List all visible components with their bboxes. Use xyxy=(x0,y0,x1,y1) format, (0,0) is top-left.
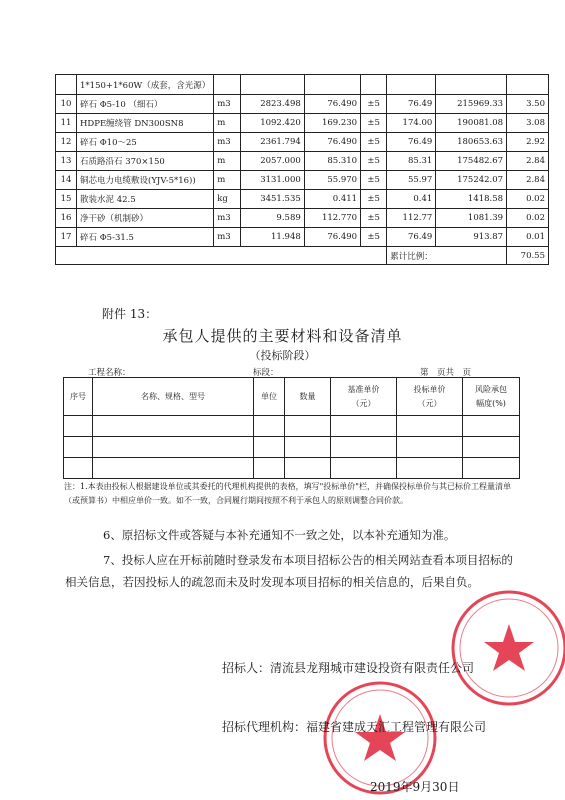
cell-unit: m3 xyxy=(214,228,241,247)
header-base-price-line1: 基准单价 xyxy=(347,384,380,394)
cell-price: 0.411 xyxy=(304,190,360,209)
equipment-row xyxy=(64,458,520,479)
cell-qty: 3451.535 xyxy=(241,190,305,209)
cell-price: 76.490 xyxy=(304,133,360,152)
cell-pct: 0.02 xyxy=(507,209,549,228)
cell-total: 913.87 xyxy=(436,228,507,247)
cell-name: 1*150+1*60W（成套，含光源） xyxy=(77,75,214,95)
cell-total: 215969.33 xyxy=(436,95,507,114)
header-no: 序号 xyxy=(64,378,93,416)
header-bid-price-line1: 投标单价 xyxy=(413,384,446,394)
cell-unit: m xyxy=(214,171,241,190)
annex-label: 附件 13： xyxy=(102,307,158,321)
cell-adj: 0.41 xyxy=(387,190,436,209)
cell-qty: 9.589 xyxy=(241,209,305,228)
cell-price: 76.490 xyxy=(304,228,360,247)
table-row xyxy=(56,228,549,247)
cell-risk: ±5 xyxy=(361,114,387,133)
header-base-price-line2: （元） xyxy=(351,398,376,408)
cell-no: 14 xyxy=(56,171,77,190)
section-label: 标段： xyxy=(253,368,279,378)
header-risk xyxy=(463,378,520,416)
tenderer-signature: 招标人：清流县龙翔城市建设投资有限责任公司 xyxy=(222,661,475,675)
equipment-header-row xyxy=(64,378,520,416)
paragraph-6: 6、原招标文件或答疑与本补充通知不一致之处，以本补充通知为准。 xyxy=(103,528,456,542)
cell-adj: 55.97 xyxy=(387,171,436,190)
cell-qty: 1092.420 xyxy=(241,114,305,133)
cell-qty: 2361.794 xyxy=(241,133,305,152)
cell-adj: 85.31 xyxy=(387,152,436,171)
cell-name: 散装水泥 42.5 xyxy=(77,190,214,209)
tenderer-seal xyxy=(447,584,565,714)
cell-adj: 76.49 xyxy=(387,228,436,247)
table-row xyxy=(56,75,549,95)
table-row xyxy=(56,190,549,209)
cell-adj xyxy=(387,75,436,95)
cell-name: 铜芯电力电缆敷设(YJV-5*16)) xyxy=(77,171,214,190)
table-row xyxy=(56,152,549,171)
summary-row xyxy=(56,247,549,265)
cell-pct: 2.92 xyxy=(507,133,549,152)
cell-qty: 2057.000 xyxy=(241,152,305,171)
header-bid-price xyxy=(397,378,463,416)
cell-pct xyxy=(507,75,549,95)
cell-name: 石质路沿石 370×150 xyxy=(77,152,214,171)
cell-no: 10 xyxy=(56,95,77,114)
cell-total: 190081.08 xyxy=(436,114,507,133)
header-risk-line2: 幅度(%) xyxy=(476,398,506,408)
cell-name: 碎石 Φ10～25 xyxy=(77,133,214,152)
cell-no xyxy=(56,75,77,95)
paragraph-7: 7、投标人应在开标前随时登录发布本项目招标公告的相关网站查看本项目招标的相关信息，若因投标人的疏忽而未及时发现本项目招标的相关信息的，后果自负。 xyxy=(65,553,513,589)
table-row xyxy=(56,171,549,190)
cell-price: 169.230 xyxy=(304,114,360,133)
header-qty: 数量 xyxy=(285,378,331,416)
cell-pct: 0.01 xyxy=(507,228,549,247)
cell-risk: ±5 xyxy=(361,95,387,114)
header-name: 名称、规格、型号 xyxy=(93,378,254,416)
cell-risk: ±5 xyxy=(361,228,387,247)
cell-adj: 174.00 xyxy=(387,114,436,133)
cell-total: 180653.63 xyxy=(436,133,507,152)
equipment-table xyxy=(63,377,520,479)
cell-pct: 2.84 xyxy=(507,152,549,171)
cell-unit xyxy=(214,75,241,95)
cell-pct: 3.08 xyxy=(507,114,549,133)
table-row xyxy=(56,209,549,228)
document-subtitle: （投标阶段） xyxy=(249,349,316,362)
cell-unit: m3 xyxy=(214,133,241,152)
cell-name: 净干砂（机制砂） xyxy=(77,209,214,228)
document-title: 承包人提供的主要材料和设备清单 xyxy=(162,327,403,345)
summary-label: 累计比例： xyxy=(387,247,507,265)
cell-total: 175242.07 xyxy=(436,171,507,190)
table-note: 注：1.本表由投标人根据建设单位或其委托的代理机构提供的表格，填写"投标单价"栏，并确保投标单价与其已标价工程量清单（或预算书）中相应单价一致。如不一致，合同履行期间按照不利于承包人的原则调整合同价款。 xyxy=(64,482,511,505)
page-count-label: 第 页共 页 xyxy=(420,368,472,378)
cell-total: 175482.67 xyxy=(436,152,507,171)
cell-no: 12 xyxy=(56,133,77,152)
header-risk-line1: 风险承包 xyxy=(475,384,507,394)
cell-qty: 3131.000 xyxy=(241,171,305,190)
materials-table xyxy=(55,74,549,265)
cell-pct: 2.84 xyxy=(507,171,549,190)
cell-risk: ±5 xyxy=(361,133,387,152)
cell-no: 17 xyxy=(56,228,77,247)
equipment-row xyxy=(64,416,520,437)
table-row xyxy=(56,95,549,114)
cell-price: 76.490 xyxy=(304,95,360,114)
cell-total: 1418.58 xyxy=(436,190,507,209)
header-unit: 单位 xyxy=(254,378,285,416)
cell-risk: ±5 xyxy=(361,190,387,209)
cell-price: 55.970 xyxy=(304,171,360,190)
cell-name: HDPE缠绕管 DN300SN8 xyxy=(77,114,214,133)
cell-no: 11 xyxy=(56,114,77,133)
cell-total xyxy=(436,75,507,95)
table-row xyxy=(56,114,549,133)
header-bid-price-line2: （元） xyxy=(417,398,442,408)
cell-adj: 76.49 xyxy=(387,133,436,152)
cell-price: 112.770 xyxy=(304,209,360,228)
cell-price xyxy=(304,75,360,95)
cell-price: 85.310 xyxy=(304,152,360,171)
summary-value: 70.55 xyxy=(507,247,549,265)
header-base-price xyxy=(331,378,397,416)
cell-pct: 0.02 xyxy=(507,190,549,209)
cell-name: 碎石 Φ5-31.5 xyxy=(77,228,214,247)
cell-adj: 112.77 xyxy=(387,209,436,228)
cell-no: 15 xyxy=(56,190,77,209)
cell-unit: m3 xyxy=(214,209,241,228)
cell-qty xyxy=(241,75,305,95)
cell-qty: 11.948 xyxy=(241,228,305,247)
cell-unit: m3 xyxy=(214,95,241,114)
document-date: 2019年9月30日 xyxy=(370,780,460,794)
cell-adj: 76.49 xyxy=(387,95,436,114)
cell-no: 16 xyxy=(56,209,77,228)
cell-total: 1081.39 xyxy=(436,209,507,228)
cell-pct: 3.50 xyxy=(507,95,549,114)
cell-name: 碎石 Φ5-10 （细石） xyxy=(77,95,214,114)
cell-risk: ±5 xyxy=(361,171,387,190)
equipment-row xyxy=(64,437,520,458)
cell-risk: ±5 xyxy=(361,152,387,171)
cell-qty: 2823.498 xyxy=(241,95,305,114)
cell-risk: ±5 xyxy=(361,209,387,228)
cell-unit: kg xyxy=(214,190,241,209)
agency-signature: 招标代理机构：福建省建成天汇工程管理有限公司 xyxy=(222,720,487,734)
cell-no: 13 xyxy=(56,152,77,171)
cell-unit: m xyxy=(214,114,241,133)
project-name-label: 工程名称： xyxy=(88,368,131,378)
table-row xyxy=(56,133,549,152)
cell-risk xyxy=(361,75,387,95)
cell-unit: m xyxy=(214,152,241,171)
